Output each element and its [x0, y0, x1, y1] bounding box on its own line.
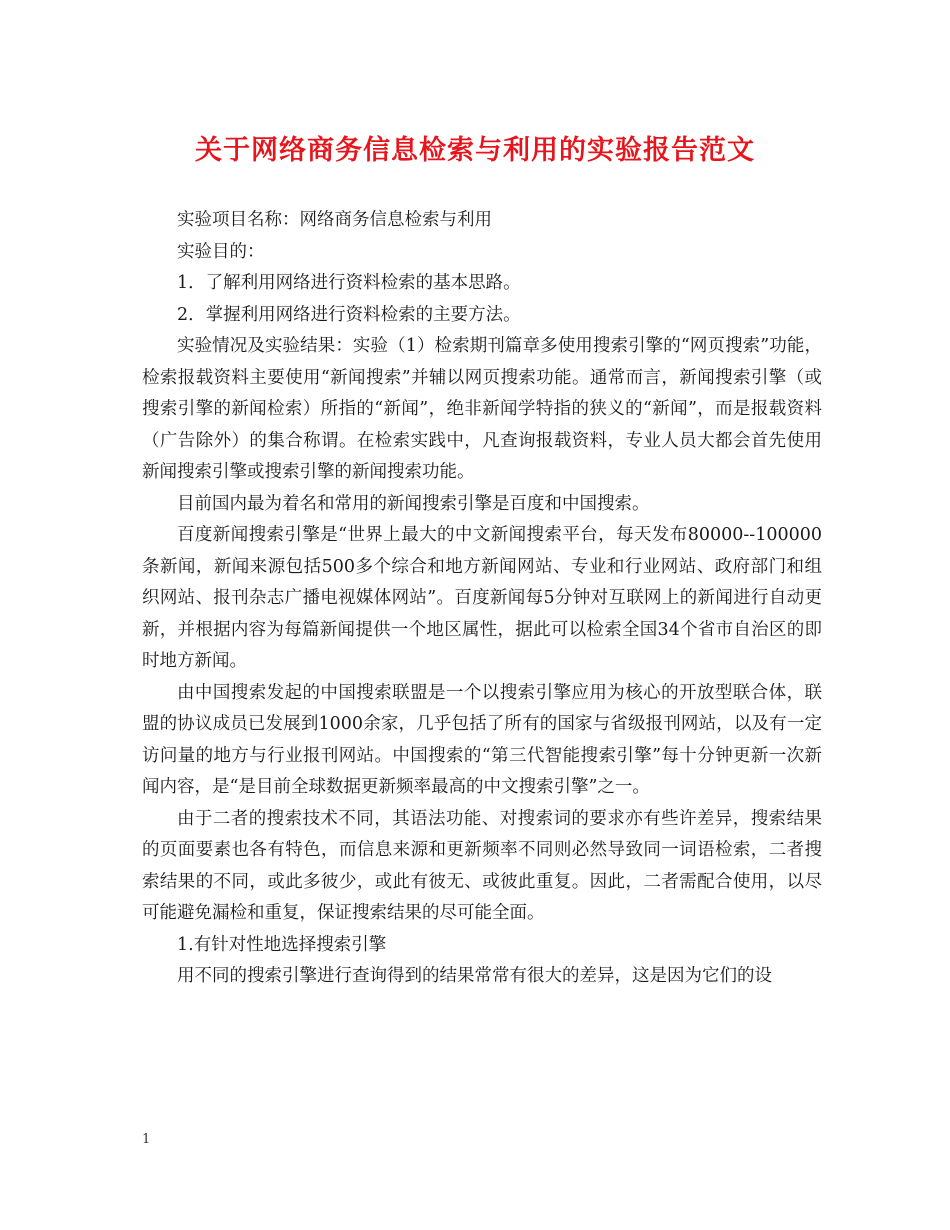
document-title: 关于网络商务信息检索与利用的实验报告范文 [195, 135, 755, 166]
paragraph: 用不同的搜索引擎进行查询得到的结果常常有很大的差异，这是因为它们的设 [177, 966, 772, 986]
paragraph: 由于二者的搜索技术不同，其语法功能、对搜索词的要求亦有些许差异，搜索结果的页面要素也各有特色，而信息来源和更新频率不同则必然导致同一词语检索，二者搜索结果的不同，或此多彼少，或此有彼无、或彼此重复。因此，二者需配合使用，以尽可能避免漏检和重复，保证搜索结果的尽可能全面。 [142, 808, 822, 923]
paragraph: 1．了解利用网络进行资料检索的基本思路。 [177, 273, 521, 293]
paragraph: 实验项目名称：网络商务信息检索与利用 [177, 210, 492, 230]
document-body [142, 205, 822, 993]
paragraph: 由中国搜索发起的中国搜索联盟是一个以搜索引擎应用为核心的开放型联合体，联盟的协议成员已发展到1000余家，几乎包括了所有的国家与省级报刊网站，以及有一定访问量的地方与行业报刊网站。中国搜索的“第三代智能搜索引擎”每十分钟更新一次新闻内容，是“是目前全球数据更新频率最高的中文搜索引擎”之一。 [142, 682, 822, 797]
paragraph: 实验目的： [177, 241, 265, 262]
paragraph: 1.有针对性地选择搜索引擎 [177, 934, 387, 955]
page-number: 1 [142, 1132, 151, 1147]
paragraph: 百度新闻搜索引擎是“世界上最大的中文新闻搜索平台，每天发布80000--100000条新闻，新闻来源包括500多个综合和地方新闻网站、专业和行业网站、政府部门和组织网站、报刊杂志广播电视媒体网站”。百度新闻每5分钟对互联网上的新闻进行自动更新，并根据内容为每篇新闻提供一个地区属性，据此可以检索全国34个省市自治区的即时地方新闻。 [142, 525, 822, 671]
paragraph: 实验情况及实验结果：实验（1）检索期刊篇章多使用搜索引擎的“网页搜索”功能，检索报载资料主要使用“新闻搜索”并辅以网页搜索功能。通常而言，新闻搜索引擎（或搜索引擎的新闻检索）所指的“新闻”，绝非新闻学特指的狭义的“新闻”，而是报载资料（广告除外）的集合称谓。在检索实践中，凡查询报载资料，专业人员大都会首先使用新闻搜索引擎或搜索引擎的新闻搜索功能。 [142, 336, 822, 482]
paragraph: 2．掌握利用网络进行资料检索的主要方法。 [177, 304, 521, 325]
paragraph: 目前国内最为着名和常用的新闻搜索引擎是百度和中国搜索。 [177, 493, 650, 514]
